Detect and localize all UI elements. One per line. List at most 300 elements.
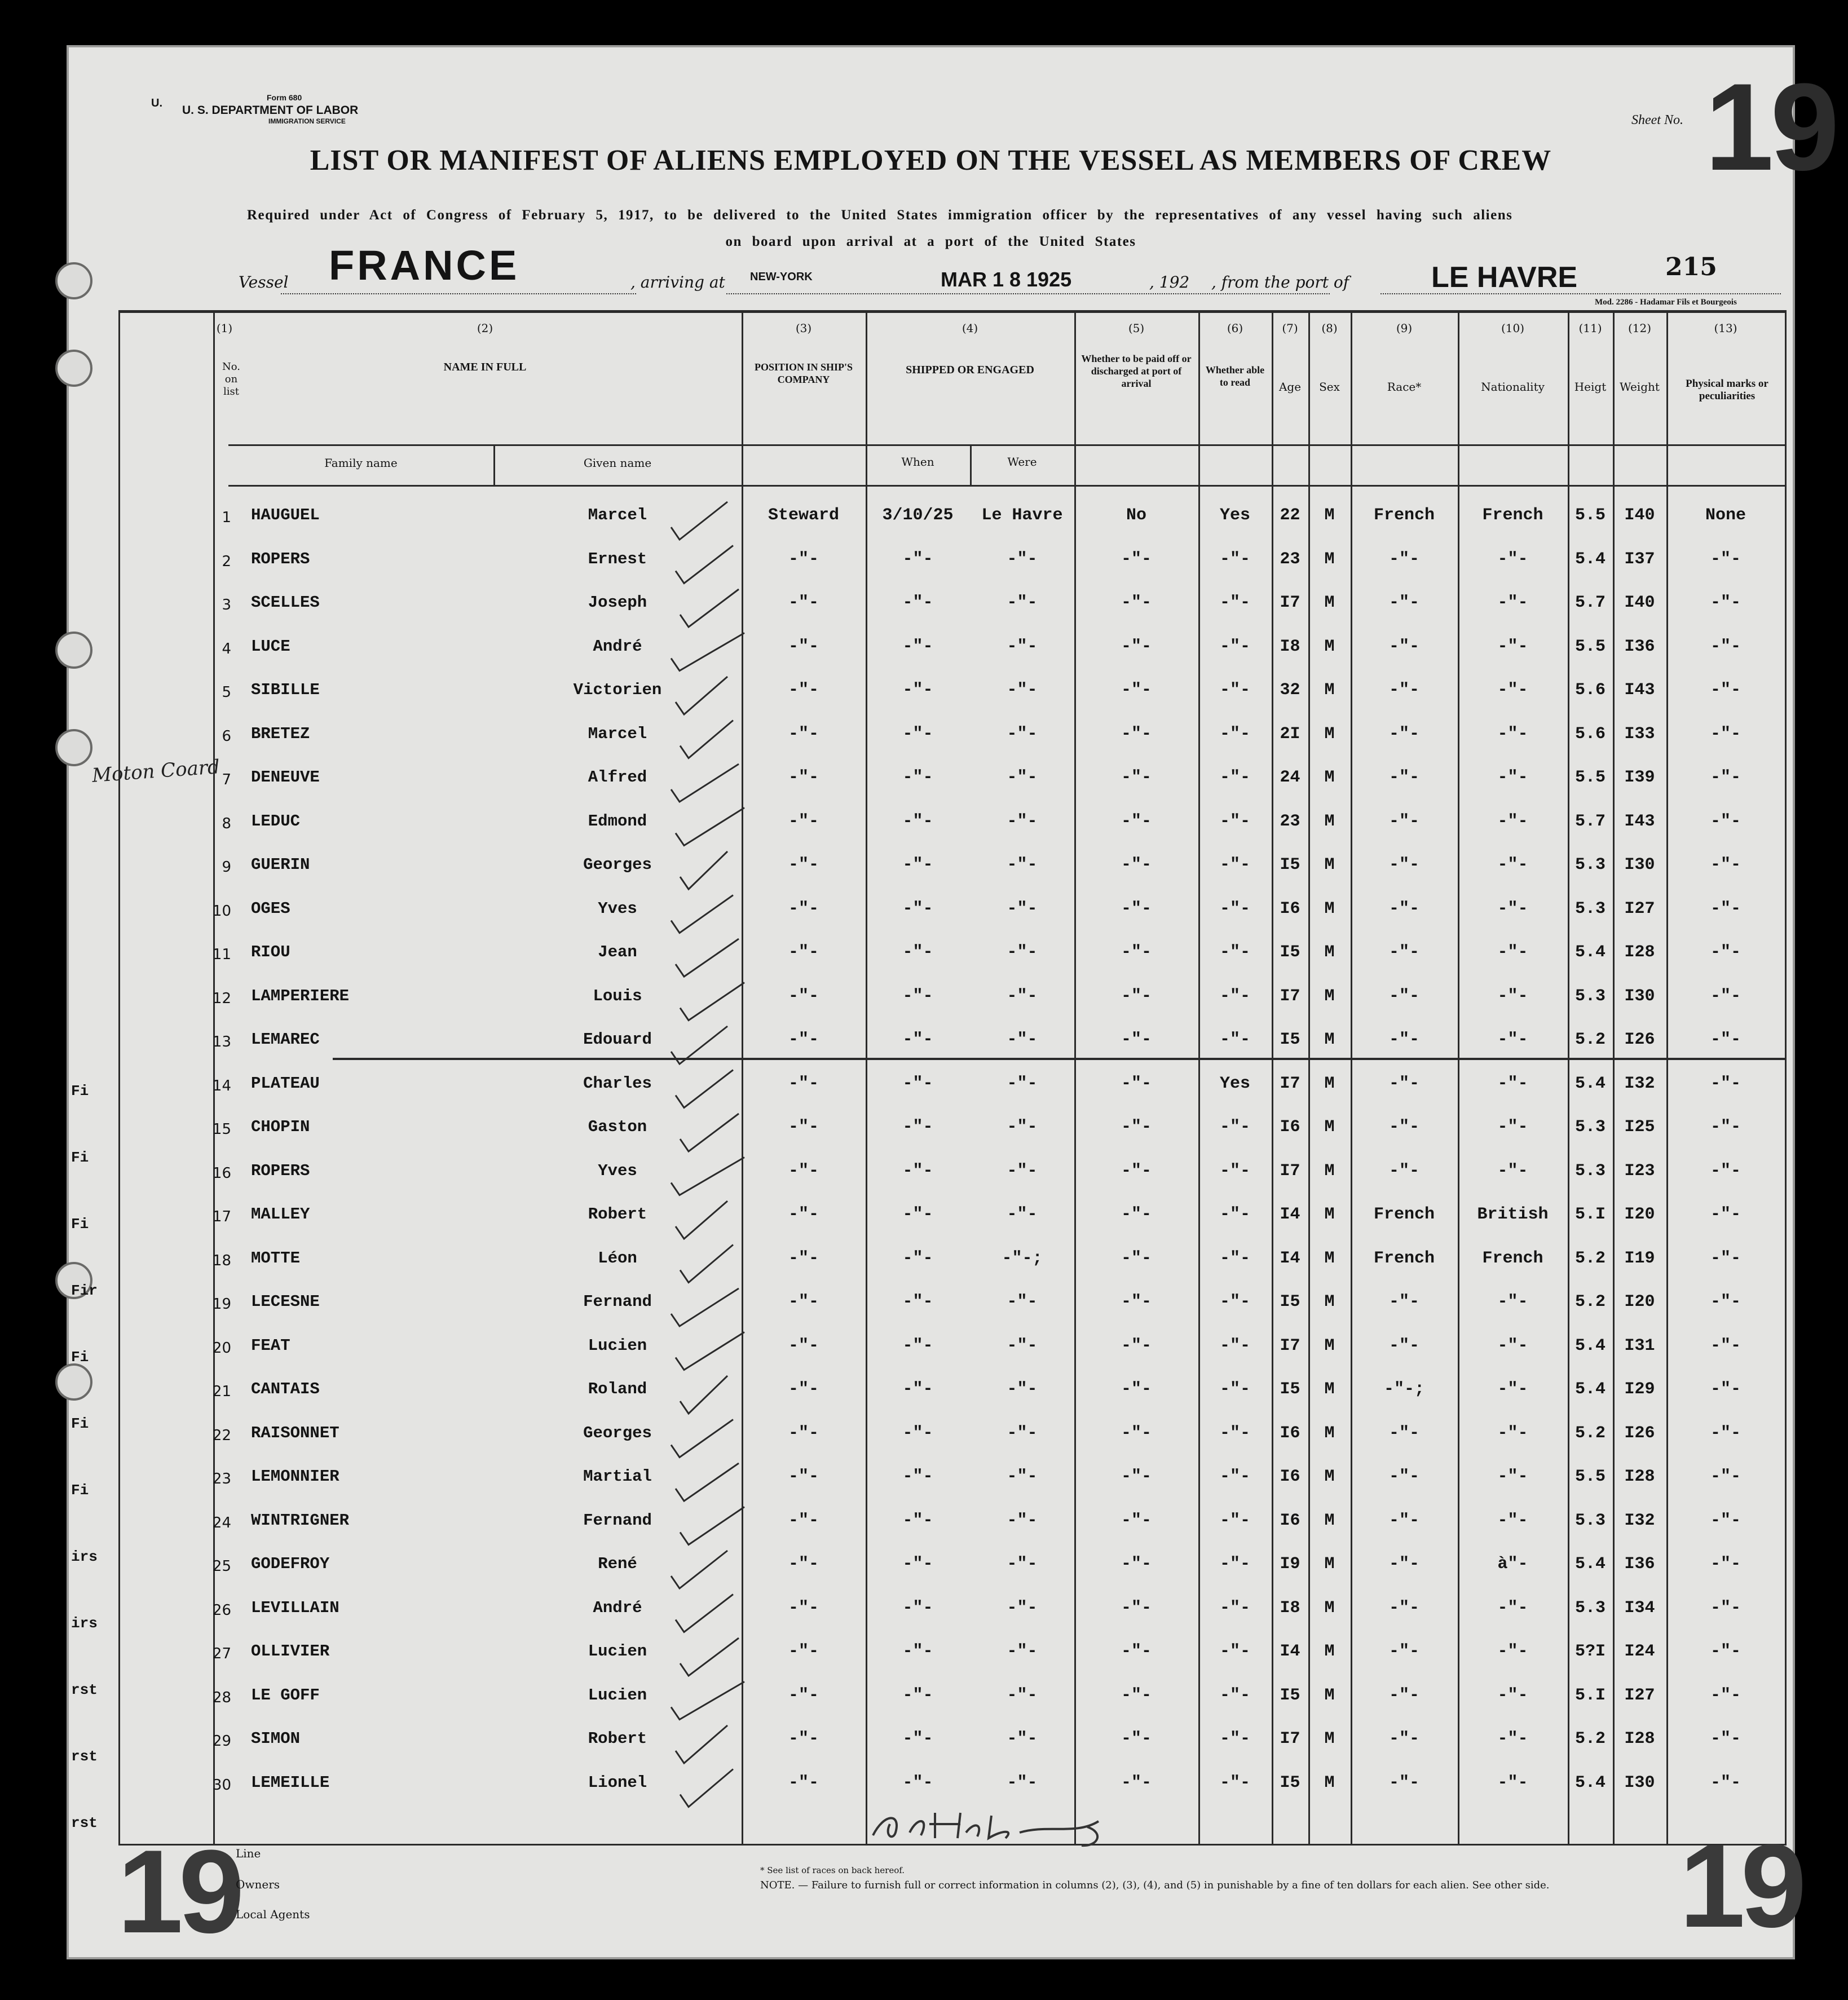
cell-able-to-read: -"-: [1219, 1161, 1250, 1181]
check-mark: [671, 764, 739, 802]
cell-height: 5.2: [1574, 1423, 1606, 1443]
cell-shipped-where: -"-: [1007, 1729, 1038, 1749]
row-number: 7: [222, 771, 231, 788]
cell-shipped-where: -"-: [1007, 681, 1038, 700]
cell-nationality: -"-: [1497, 1380, 1528, 1399]
cell-given-name: Martial: [583, 1467, 652, 1486]
cell-able-to-read: -"-: [1219, 1118, 1250, 1137]
col-num: (7): [1282, 321, 1298, 335]
cell-age: 23: [1280, 811, 1300, 831]
cell-able-to-read: Yes: [1219, 1074, 1250, 1093]
cell-race: -"-: [1388, 1555, 1419, 1574]
cell-able-to-read: -"-: [1219, 1773, 1250, 1793]
cell-shipped-when: -"-: [902, 986, 933, 1006]
cell-shipped-where: -"-: [1007, 1118, 1038, 1137]
cell-family-name: WINTRIGNER: [251, 1511, 350, 1530]
cell-age: 22: [1280, 506, 1300, 525]
cell-family-name: RIOU: [251, 943, 290, 961]
cell-family-name: LEMEILLE: [251, 1773, 330, 1792]
cell-physical-marks: -"-: [1710, 943, 1741, 962]
cell-family-name: MALLEY: [251, 1205, 310, 1224]
department-name: U. S. DEPARTMENT OF LABOR: [182, 104, 359, 117]
cell-given-name: Léon: [598, 1248, 637, 1268]
col-header-were: Were: [1007, 455, 1037, 469]
cell-race: -"-: [1388, 1292, 1419, 1312]
cell-shipped-where: -"-: [1007, 855, 1038, 875]
cell-sex: M: [1324, 811, 1335, 831]
cell-height: 5.3: [1574, 1511, 1606, 1530]
check-mark: [680, 589, 739, 627]
stamp-right: 19: [1679, 1820, 1802, 1952]
check-mark: [680, 851, 727, 889]
cell-sex: M: [1324, 1423, 1335, 1443]
cell-given-name: Lucien: [588, 1642, 647, 1661]
cell-nationality: à"-: [1497, 1555, 1528, 1574]
cell-shipped-where: -"-: [1007, 1292, 1038, 1312]
col-header-shipped: SHIPPED OR ENGAGED: [906, 364, 1034, 376]
cell-position: -"-: [788, 1729, 819, 1749]
cell-age: I6: [1280, 1118, 1300, 1137]
cell-position: -"-: [788, 811, 819, 831]
from-port: LE HAVRE: [1431, 261, 1578, 294]
cell-able-to-read: -"-: [1219, 1336, 1250, 1356]
cell-sex: M: [1324, 1292, 1335, 1312]
subheader-rule: [228, 444, 1787, 446]
cell-nationality: -"-: [1497, 1642, 1528, 1661]
cell-weight: I26: [1624, 1030, 1655, 1049]
cell-able-to-read: -"-: [1219, 593, 1250, 612]
cell-shipped-when: -"-: [902, 1030, 933, 1049]
cell-race: -"-: [1388, 768, 1419, 787]
check-mark: [676, 1332, 744, 1370]
cell-family-name: ROPERS: [251, 1161, 310, 1180]
cell-sex: M: [1324, 1118, 1335, 1137]
cell-physical-marks: -"-: [1710, 1598, 1741, 1618]
cell-shipped-where: -"-: [1007, 549, 1038, 569]
cell-shipped-when: -"-: [902, 1598, 933, 1618]
cell-family-name: LEDUC: [251, 811, 301, 831]
cell-weight: I26: [1624, 1423, 1655, 1443]
cell-family-name: LEMONNIER: [251, 1467, 339, 1486]
col-header-age: Age: [1278, 380, 1302, 394]
cell-sex: M: [1324, 1030, 1335, 1049]
cell-nationality: -"-: [1497, 1161, 1528, 1181]
cell-race: French: [1373, 1248, 1435, 1268]
cell-position: -"-: [788, 724, 819, 744]
cell-position: -"-: [788, 1205, 819, 1224]
cell-paid-off: -"-: [1121, 1205, 1152, 1224]
cell-weight: I32: [1624, 1511, 1655, 1530]
cell-paid-off: -"-: [1121, 1729, 1152, 1749]
cell-paid-off: -"-: [1121, 1118, 1152, 1137]
manifest-table: [118, 310, 1787, 1844]
u-label: U.: [151, 97, 162, 109]
cell-race: -"-: [1388, 681, 1419, 700]
cell-family-name: LUCE: [251, 637, 290, 656]
cell-physical-marks: -"-: [1710, 1074, 1741, 1093]
check-marks: [660, 479, 829, 1889]
row-number: 27: [212, 1645, 231, 1662]
cell-paid-off: -"-: [1121, 899, 1152, 919]
cell-weight: I30: [1624, 855, 1655, 875]
check-mark: [671, 1551, 727, 1588]
footer-penalty-note: NOTE. — Failure to furnish full or correct information in columns (2), (3), (4), and (5) in punishable by a fine of ten dollars for each alien. See other side.: [760, 1879, 1550, 1891]
check-mark: [676, 1725, 727, 1763]
col-num: (6): [1227, 321, 1243, 335]
row-number: 14: [212, 1077, 231, 1094]
cell-race: -"-: [1388, 1423, 1419, 1443]
cell-given-name: Edouard: [583, 1030, 652, 1049]
cell-shipped-where: -"-: [1007, 1423, 1038, 1443]
cell-physical-marks: -"-: [1710, 593, 1741, 612]
cell-position: -"-: [788, 1773, 819, 1793]
cell-family-name: PLATEAU: [251, 1074, 320, 1093]
cell-family-name: MOTTE: [251, 1248, 301, 1268]
cell-age: I7: [1280, 1161, 1300, 1181]
cell-age: I9: [1280, 1555, 1300, 1574]
cell-weight: I24: [1624, 1642, 1655, 1661]
cell-sex: M: [1324, 506, 1335, 525]
cell-able-to-read: -"-: [1219, 855, 1250, 875]
cell-shipped-when: -"-: [902, 724, 933, 744]
cell-sex: M: [1324, 1161, 1335, 1181]
cell-race: -"-: [1388, 593, 1419, 612]
cell-race: -"-: [1388, 1642, 1419, 1661]
margin-side-mark: irs: [71, 1548, 98, 1565]
cell-able-to-read: -"-: [1219, 943, 1250, 962]
cell-shipped-when: -"-: [902, 1336, 933, 1356]
cell-height: 5.7: [1574, 593, 1606, 612]
cell-age: I5: [1280, 1292, 1300, 1312]
cell-given-name: Robert: [588, 1205, 647, 1224]
row-number: 8: [222, 815, 231, 832]
cell-nationality: -"-: [1497, 811, 1528, 831]
cell-weight: I19: [1624, 1248, 1655, 1268]
cell-able-to-read: -"-: [1219, 1555, 1250, 1574]
cell-physical-marks: -"-: [1710, 1336, 1741, 1356]
col-header-given-name: Given name: [583, 456, 652, 470]
cell-age: I7: [1280, 1729, 1300, 1749]
cell-age: I6: [1280, 1423, 1300, 1443]
cell-physical-marks: -"-: [1710, 1685, 1741, 1705]
cell-paid-off: -"-: [1121, 1161, 1152, 1181]
check-mark: [676, 1201, 727, 1239]
cell-able-to-read: -"-: [1219, 768, 1250, 787]
col-num: (8): [1321, 321, 1338, 335]
col-num: (10): [1501, 321, 1525, 335]
cell-paid-off: -"-: [1121, 768, 1152, 787]
row-number: 16: [212, 1164, 231, 1182]
row-number: 5: [222, 684, 231, 701]
cell-shipped-where: -"-: [1007, 1205, 1038, 1224]
cell-family-name: SIMON: [251, 1729, 301, 1748]
cell-nationality: -"-: [1497, 1773, 1528, 1793]
col-header-race: Race*: [1387, 380, 1422, 394]
cell-race: -"-: [1388, 549, 1419, 569]
cell-weight: I29: [1624, 1380, 1655, 1399]
cell-sex: M: [1324, 1380, 1335, 1399]
cell-weight: I28: [1624, 1467, 1655, 1486]
row-number: 3: [222, 597, 231, 613]
cell-shipped-when: -"-: [902, 1380, 933, 1399]
cell-age: I6: [1280, 899, 1300, 919]
cell-nationality: -"-: [1497, 681, 1528, 700]
cell-family-name: SCELLES: [251, 593, 320, 612]
margin-side-mark: irs: [71, 1615, 98, 1632]
row-number: 29: [212, 1733, 231, 1750]
cell-nationality: -"-: [1497, 943, 1528, 962]
cell-position: -"-: [788, 1118, 819, 1137]
cell-height: 5.5: [1574, 637, 1606, 656]
cell-given-name: Yves: [598, 899, 637, 918]
cell-physical-marks: -"-: [1710, 1205, 1741, 1224]
cell-nationality: -"-: [1497, 1336, 1528, 1356]
footer-line-label: Line: [236, 1847, 261, 1860]
row-number: 10: [212, 902, 231, 920]
cell-sex: M: [1324, 637, 1335, 656]
cell-race: -"-: [1388, 899, 1419, 919]
cell-height: 5.4: [1574, 1773, 1606, 1793]
cell-given-name: René: [598, 1555, 637, 1573]
cell-given-name: Alfred: [588, 768, 647, 787]
cell-paid-off: -"-: [1121, 1336, 1152, 1356]
cell-position: -"-: [788, 1030, 819, 1049]
cell-age: I5: [1280, 943, 1300, 962]
check-mark: [680, 1114, 739, 1151]
cell-able-to-read: Yes: [1219, 506, 1250, 525]
row-number: 18: [212, 1252, 231, 1269]
cell-age: 32: [1280, 681, 1300, 700]
cell-given-name: Joseph: [588, 593, 647, 612]
punch-hole: [55, 729, 92, 766]
margin-side-mark: rst: [71, 1814, 98, 1831]
arriving-label: , arriving at: [630, 273, 725, 292]
header-bottom-rule: [228, 485, 1787, 487]
cell-shipped-when: -"-: [902, 1685, 933, 1705]
cell-nationality: -"-: [1497, 768, 1528, 787]
cell-shipped-where: -"-: [1007, 637, 1038, 656]
cell-physical-marks: -"-: [1710, 681, 1741, 700]
cell-nationality: -"-: [1497, 1118, 1528, 1137]
margin-side-mark: rst: [71, 1748, 98, 1765]
cell-position: -"-: [788, 1248, 819, 1268]
cell-able-to-read: -"-: [1219, 1729, 1250, 1749]
cell-given-name: Ernest: [588, 549, 647, 568]
cell-given-name: Fernand: [583, 1511, 652, 1530]
cell-shipped-when: -"-: [902, 681, 933, 700]
cell-shipped-when: -"-: [902, 593, 933, 612]
col-num: (1): [216, 321, 233, 335]
cell-able-to-read: -"-: [1219, 986, 1250, 1006]
cell-position: -"-: [788, 1511, 819, 1530]
col-num: (4): [962, 321, 978, 335]
cell-sex: M: [1324, 1248, 1335, 1268]
cell-height: 5.2: [1574, 1729, 1606, 1749]
cell-race: -"-: [1388, 1467, 1419, 1486]
page-title: LIST OR MANIFEST OF ALIENS EMPLOYED ON THE VESSEL AS MEMBERS OF CREW: [310, 144, 1552, 176]
cell-physical-marks: -"-: [1710, 1030, 1741, 1049]
check-mark: [680, 1507, 744, 1545]
check-mark: [671, 633, 744, 671]
row-number: 21: [212, 1383, 231, 1400]
cell-shipped-where: -"-: [1007, 768, 1038, 787]
row-number: 2: [222, 553, 231, 570]
cell-sex: M: [1324, 768, 1335, 787]
cell-age: I8: [1280, 637, 1300, 656]
cell-nationality: -"-: [1497, 1685, 1528, 1705]
row-number: 6: [222, 727, 231, 745]
col-header-read: Whether able to read: [1205, 364, 1265, 388]
cell-family-name: LECESNE: [251, 1292, 320, 1311]
cell-height: 5.3: [1574, 1598, 1606, 1618]
row-number: 26: [212, 1601, 231, 1619]
check-mark: [680, 1376, 727, 1414]
check-mark: [680, 983, 744, 1021]
cell-given-name: Victorien: [573, 681, 662, 699]
cell-given-name: Georges: [583, 1423, 652, 1442]
margin-side-mark: Fi: [71, 1083, 89, 1100]
cell-age: I8: [1280, 1598, 1300, 1618]
row-number: 19: [212, 1296, 231, 1313]
cell-able-to-read: -"-: [1219, 1642, 1250, 1661]
cell-shipped-where: -"-: [1007, 1511, 1038, 1530]
cell-age: I4: [1280, 1642, 1300, 1661]
cell-shipped-where: -"-: [1007, 1642, 1038, 1661]
row-number: 11: [212, 946, 231, 963]
arrival-date: MAR 1 8 1925: [941, 268, 1072, 291]
cell-paid-off: -"-: [1121, 1642, 1152, 1661]
cell-race: -"-: [1388, 1773, 1419, 1793]
cell-weight: I37: [1624, 549, 1655, 569]
cell-paid-off: -"-: [1121, 1467, 1152, 1486]
cell-paid-off: -"-: [1121, 724, 1152, 744]
inspector-signature: [862, 1802, 1132, 1852]
cell-shipped-when: -"-: [902, 1292, 933, 1312]
cell-position: -"-: [788, 1598, 819, 1618]
cell-shipped-when: -"-: [902, 943, 933, 962]
margin-side-mark: rst: [71, 1681, 98, 1698]
cell-race: -"-: [1388, 1074, 1419, 1093]
check-mark: [671, 1026, 727, 1064]
cell-physical-marks: -"-: [1710, 1380, 1741, 1399]
cell-height: 5.2: [1574, 1292, 1606, 1312]
cell-nationality: French: [1482, 1248, 1543, 1268]
check-mark: [676, 1595, 733, 1632]
cell-physical-marks: -"-: [1710, 1248, 1741, 1268]
cell-physical-marks: -"-: [1710, 1292, 1741, 1312]
cell-given-name: Yves: [598, 1161, 637, 1180]
cell-paid-off: -"-: [1121, 681, 1152, 700]
cell-height: 5?I: [1574, 1642, 1606, 1661]
row-number: 25: [212, 1558, 231, 1575]
cell-shipped-when: 3/10/25: [882, 506, 954, 525]
cell-height: 5.3: [1574, 1161, 1606, 1181]
cell-race: French: [1373, 1205, 1435, 1224]
cell-position: -"-: [788, 986, 819, 1006]
cell-shipped-where: -"-: [1007, 899, 1038, 919]
cell-age: I7: [1280, 593, 1300, 612]
cell-height: 5.4: [1574, 943, 1606, 962]
cell-weight: I40: [1624, 593, 1655, 612]
cell-age: I5: [1280, 1030, 1300, 1049]
cell-physical-marks: -"-: [1710, 899, 1741, 919]
cell-position: -"-: [788, 593, 819, 612]
cell-physical-marks: -"-: [1710, 637, 1741, 656]
cell-given-name: Gaston: [588, 1118, 647, 1136]
check-mark: [671, 1420, 733, 1458]
cell-given-name: Roland: [588, 1380, 647, 1398]
cell-sex: M: [1324, 1642, 1335, 1661]
col-num: (2): [477, 321, 493, 335]
cell-nationality: -"-: [1497, 637, 1528, 656]
cell-race: -"-: [1388, 1685, 1419, 1705]
check-mark: [676, 1463, 739, 1501]
service-name: IMMIGRATION SERVICE: [268, 117, 346, 125]
cell-shipped-when: -"-: [902, 1467, 933, 1486]
cell-shipped-where: -"-: [1007, 943, 1038, 962]
cell-shipped-where: -"-: [1007, 724, 1038, 744]
cell-able-to-read: -"-: [1219, 1685, 1250, 1705]
cell-race: -"-: [1388, 1118, 1419, 1137]
cell-shipped-when: -"-: [902, 1248, 933, 1268]
col-num: (3): [795, 321, 812, 335]
col-header-paid-off: Whether to be paid off or discharged at port of arrival: [1081, 353, 1192, 389]
cell-able-to-read: -"-: [1219, 1380, 1250, 1399]
cell-shipped-when: -"-: [902, 1161, 933, 1181]
cell-position: -"-: [788, 1467, 819, 1486]
cell-height: 5.5: [1574, 768, 1606, 787]
cell-age: 24: [1280, 768, 1300, 787]
cell-physical-marks: -"-: [1710, 549, 1741, 569]
cell-weight: I25: [1624, 1118, 1655, 1137]
manifest-sheet: [67, 45, 1836, 1959]
cell-paid-off: -"-: [1121, 1030, 1152, 1049]
row-number: 13: [212, 1034, 231, 1050]
table-top-rule: [118, 310, 1787, 313]
cell-sex: M: [1324, 681, 1335, 700]
cell-shipped-when: -"-: [902, 1423, 933, 1443]
cell-height: 5.5: [1574, 506, 1606, 525]
grid-line: [118, 310, 120, 1844]
cell-nationality: -"-: [1497, 724, 1528, 744]
cell-shipped-where: -"-: [1007, 1598, 1038, 1618]
check-mark: [680, 1638, 739, 1676]
cell-weight: I28: [1624, 1729, 1655, 1749]
port-underline: [1381, 293, 1781, 294]
strike-through-row-13: [333, 1058, 1787, 1060]
cell-position: -"-: [788, 855, 819, 875]
check-mark: [680, 721, 733, 758]
cell-nationality: -"-: [1497, 1598, 1528, 1618]
cell-paid-off: -"-: [1121, 1292, 1152, 1312]
cell-sex: M: [1324, 1074, 1335, 1093]
cell-sex: M: [1324, 855, 1335, 875]
punch-hole: [55, 632, 92, 669]
cell-position: -"-: [788, 1423, 819, 1443]
cell-race: -"-: [1388, 1030, 1419, 1049]
check-mark: [676, 808, 744, 846]
check-mark: [671, 502, 727, 540]
col-header-weight: Weight: [1620, 380, 1660, 394]
cell-paid-off: -"-: [1121, 549, 1152, 569]
from-label: , from the port of: [1211, 273, 1349, 292]
cell-age: I5: [1280, 855, 1300, 875]
cell-position: -"-: [788, 1292, 819, 1312]
cell-shipped-where: -"-: [1007, 1773, 1038, 1793]
cell-shipped-where: -"-: [1007, 1467, 1038, 1486]
cell-nationality: -"-: [1497, 1467, 1528, 1486]
cell-race: French: [1373, 506, 1435, 525]
